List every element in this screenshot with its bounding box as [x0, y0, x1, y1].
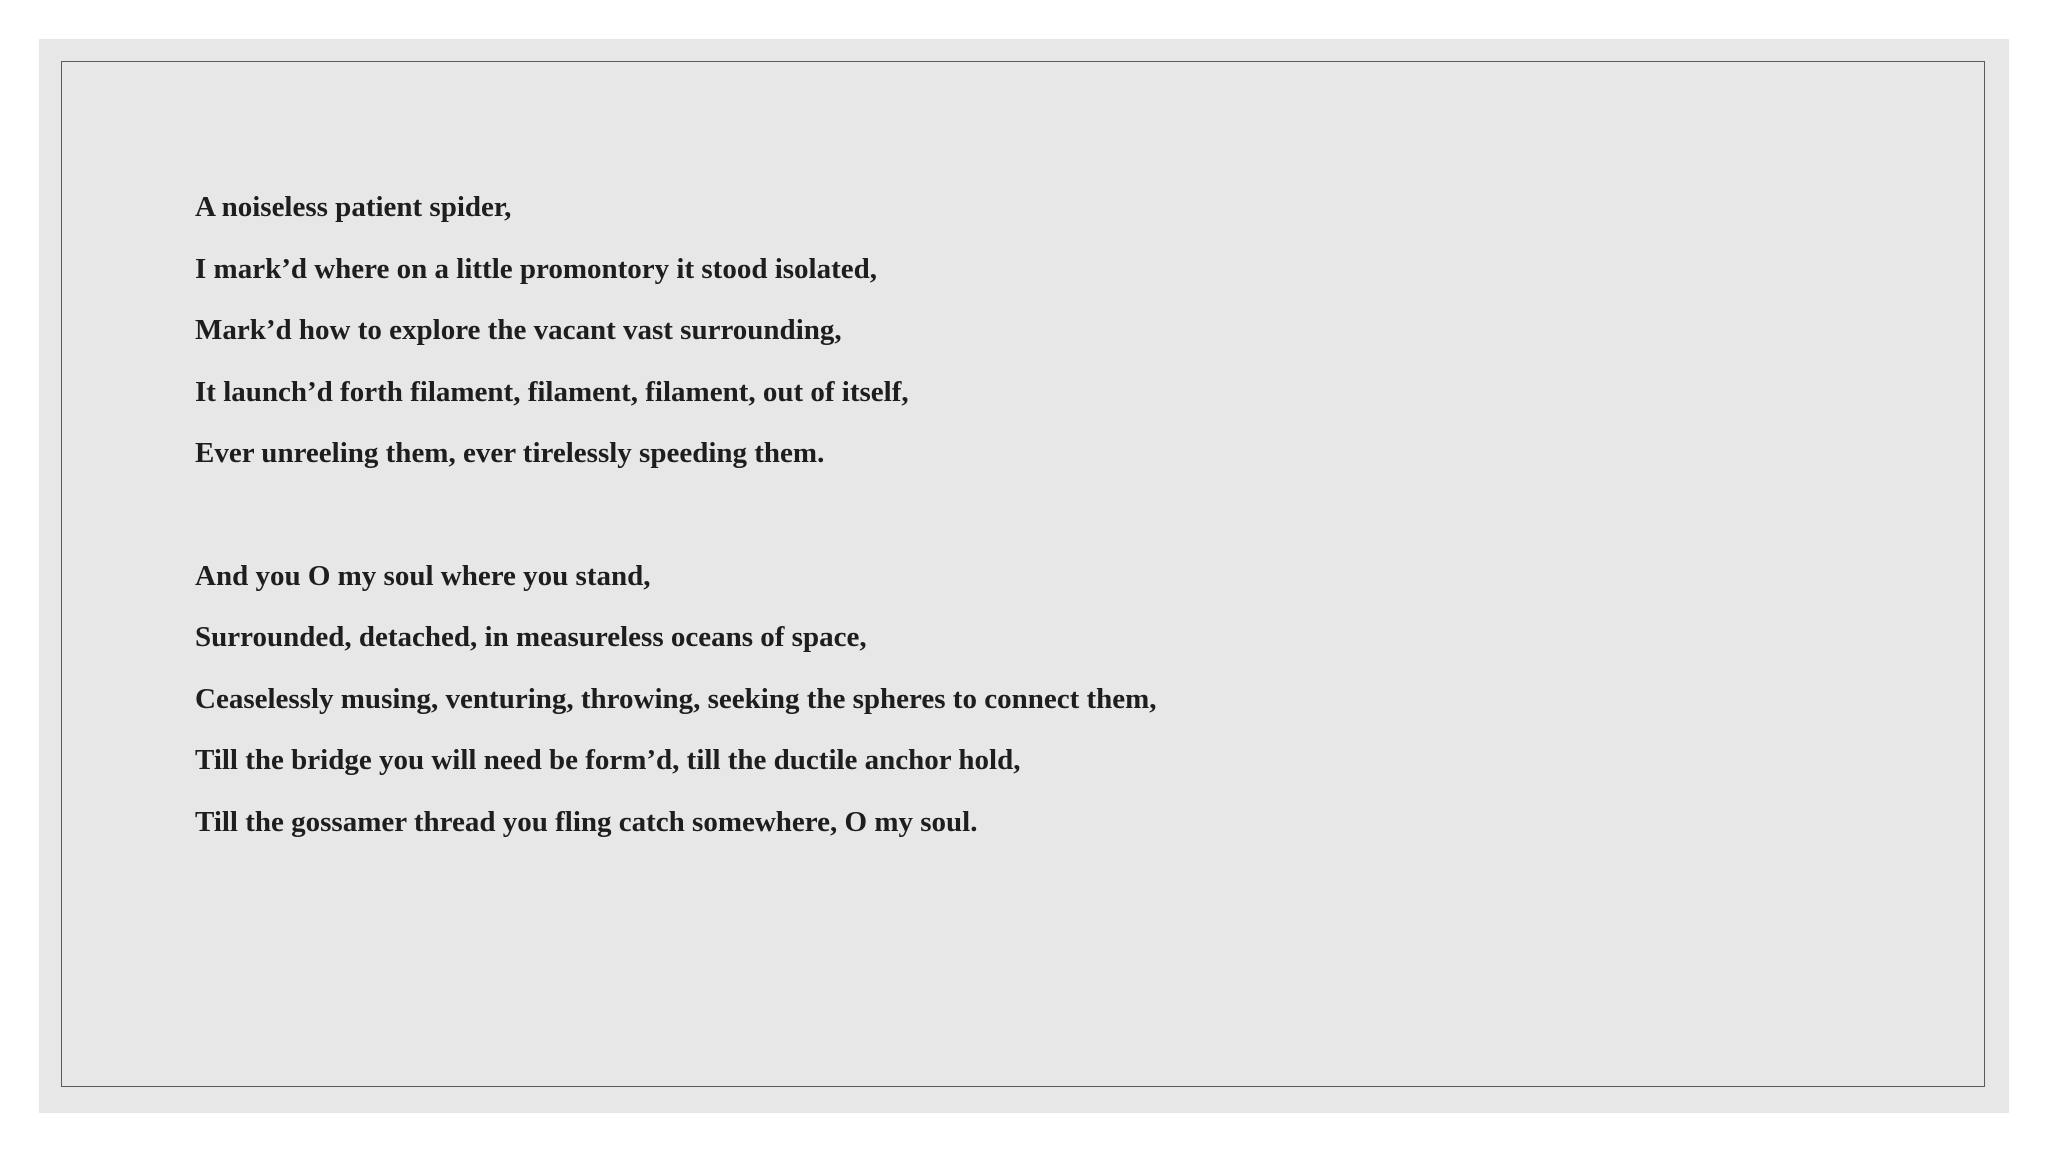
poem-line: I mark’d where on a little promontory it stood isolated, — [195, 252, 878, 285]
poem-line: Surrounded, detached, in measureless oceans of space, — [195, 621, 867, 653]
slide — [39, 39, 2009, 1113]
poem-stanza-2 — [195, 546, 1895, 854]
poem-line: And you O my soul where you stand, — [195, 559, 651, 592]
poem-line: A noiseless patient spider, — [195, 191, 512, 223]
poem-text-block — [195, 177, 1895, 853]
poem-line: Till the bridge you will need be form’d, till the ductile anchor hold, — [195, 744, 1021, 776]
poem-line: Ever unreeling them, ever tirelessly speeding them. — [195, 437, 825, 469]
poem-line: Till the gossamer thread you fling catch somewhere, O my soul. — [195, 805, 978, 838]
poem-line: Ceaselessly musing, venturing, throwing, seeking the spheres to connect them, — [195, 682, 1157, 715]
poem-line: It launch’d forth filament, filament, filament, out of itself, — [195, 375, 909, 408]
poem-stanza-1 — [195, 177, 1895, 485]
poem-line: Mark’d how to explore the vacant vast surrounding, — [195, 314, 842, 346]
